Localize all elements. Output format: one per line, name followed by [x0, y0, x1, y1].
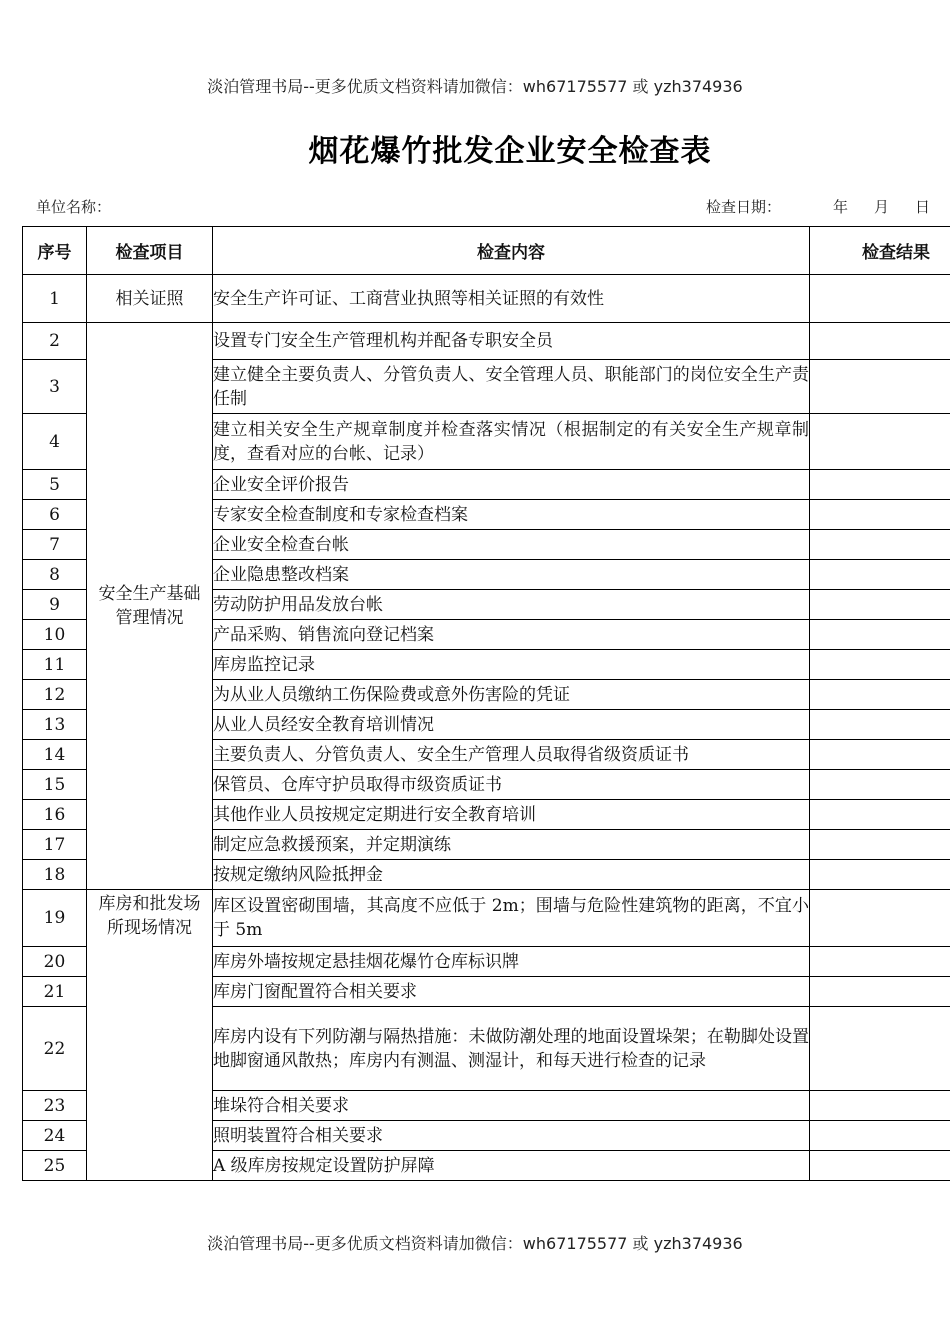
row-number: 14: [23, 740, 87, 770]
table-body: [23, 275, 950, 1181]
row-number: 23: [23, 1091, 87, 1121]
result-cell[interactable]: [810, 830, 950, 860]
row-number: 7: [23, 530, 87, 560]
row-content: 设置专门安全生产管理机构并配备专职安全员: [213, 323, 810, 360]
row-content: 库房门窗配置符合相关要求: [213, 977, 810, 1007]
table-row: [23, 275, 950, 323]
result-cell[interactable]: [810, 360, 950, 414]
row-number: 19: [23, 890, 87, 947]
row-number: 18: [23, 860, 87, 890]
category-warehouse-site-label: 库房和批发场所现场情况: [98, 894, 201, 938]
row-number: 9: [23, 590, 87, 620]
row-number: 17: [23, 830, 87, 860]
result-cell[interactable]: [810, 650, 950, 680]
row-content: 企业安全检查台帐: [213, 530, 810, 560]
row-content: 企业安全评价报告: [213, 470, 810, 500]
result-cell[interactable]: [810, 470, 950, 500]
row-number: 2: [23, 323, 87, 360]
row-number: 1: [23, 275, 87, 323]
result-cell[interactable]: [810, 977, 950, 1007]
result-cell[interactable]: [810, 323, 950, 360]
col-header-seq: 序号: [23, 227, 87, 275]
row-content: 从业人员经安全教育培训情况: [213, 710, 810, 740]
row-content: 专家安全检查制度和专家检查档案: [213, 500, 810, 530]
table-row: [23, 890, 950, 947]
result-cell[interactable]: [810, 740, 950, 770]
col-header-content: 检查内容: [213, 227, 810, 275]
result-cell[interactable]: [810, 275, 950, 323]
row-number: 4: [23, 414, 87, 470]
category-warehouse-site: [87, 890, 213, 1181]
table-row: [23, 323, 950, 360]
date-month: 月: [874, 198, 890, 216]
row-content: 劳动防护用品发放台帐: [213, 590, 810, 620]
row-content: 堆垛符合相关要求: [213, 1091, 810, 1121]
inspection-table: [22, 226, 950, 1181]
result-cell[interactable]: [810, 620, 950, 650]
result-cell[interactable]: [810, 947, 950, 977]
row-content: 制定应急救援预案，并定期演练: [213, 830, 810, 860]
row-content: 保管员、仓库守护员取得市级资质证书: [213, 770, 810, 800]
row-number: 12: [23, 680, 87, 710]
result-cell[interactable]: [810, 1007, 950, 1091]
col-header-result-label: 检查结果: [862, 243, 930, 263]
row-content: A 级库房按规定设置防护屏障: [213, 1151, 810, 1181]
row-content: 企业隐患整改档案: [213, 560, 810, 590]
col-header-item: 检查项目: [87, 227, 213, 275]
row-number: 25: [23, 1151, 87, 1181]
category-licenses: 相关证照: [87, 275, 213, 323]
row-content: 按规定缴纳风险抵押金: [213, 860, 810, 890]
result-cell[interactable]: [810, 1151, 950, 1181]
row-content: 主要负责人、分管负责人、安全生产管理人员取得省级资质证书: [213, 740, 810, 770]
page-title: 烟花爆竹批发企业安全检查表: [308, 134, 712, 169]
result-cell[interactable]: [810, 500, 950, 530]
result-cell[interactable]: [810, 710, 950, 740]
result-cell[interactable]: [810, 590, 950, 620]
row-number: 21: [23, 977, 87, 1007]
result-cell[interactable]: [810, 770, 950, 800]
row-content: 库房内设有下列防潮与隔热措施：未做防潮处理的地面设置垛架；在勒脚处设置地脚窗通风散热；库房内有测温、测湿计，和每天进行检查的记录: [213, 1007, 810, 1091]
row-content: 安全生产许可证、工商营业执照等相关证照的有效性: [213, 275, 810, 323]
row-content: 产品采购、销售流向登记档案: [213, 620, 810, 650]
date-year: 年: [833, 198, 849, 216]
row-number: 16: [23, 800, 87, 830]
result-cell[interactable]: [810, 560, 950, 590]
result-cell[interactable]: [810, 1121, 950, 1151]
row-number: 3: [23, 360, 87, 414]
row-content: 照明装置符合相关要求: [213, 1121, 810, 1151]
result-cell[interactable]: [810, 800, 950, 830]
row-number: 5: [23, 470, 87, 500]
header-watermark-note: 淡泊管理书局--更多优质文档资料请加微信：wh67175577 或 yzh374936: [207, 77, 743, 96]
row-content: 其他作业人员按规定定期进行安全教育培训: [213, 800, 810, 830]
row-number: 11: [23, 650, 87, 680]
row-content: 建立健全主要负责人、分管负责人、安全管理人员、职能部门的岗位安全生产责任制: [213, 360, 810, 414]
result-cell[interactable]: [810, 1091, 950, 1121]
result-cell[interactable]: [810, 680, 950, 710]
result-cell[interactable]: [810, 860, 950, 890]
row-number: 6: [23, 500, 87, 530]
row-content: 建立相关安全生产规章制度并检查落实情况（根据制定的有关安全生产规章制度，查看对应的台帐、记录）: [213, 414, 810, 470]
row-content: 库区设置密砌围墙，其高度不应低于 2m；围墙与危险性建筑物的距离，不宜小于 5m: [213, 890, 810, 947]
col-header-result: [810, 227, 950, 275]
result-cell[interactable]: [810, 890, 950, 947]
result-cell[interactable]: [810, 414, 950, 470]
category-safety-management-label: 安全生产基础管理情况: [98, 584, 201, 628]
row-number: 22: [23, 1007, 87, 1091]
date-label: 检查日期：: [706, 198, 782, 216]
row-number: 8: [23, 560, 87, 590]
footer-watermark-note: 淡泊管理书局--更多优质文档资料请加微信：wh67175577 或 yzh374936: [207, 1234, 743, 1253]
row-content: 库房监控记录: [213, 650, 810, 680]
row-number: 10: [23, 620, 87, 650]
unit-name-label: 单位名称：: [36, 198, 112, 216]
row-number: 20: [23, 947, 87, 977]
date-day: 日: [915, 198, 931, 216]
row-number: 15: [23, 770, 87, 800]
inspection-date: [706, 196, 930, 217]
category-safety-management: [87, 323, 213, 890]
row-content: 库房外墙按规定悬挂烟花爆竹仓库标识牌: [213, 947, 810, 977]
row-number: 24: [23, 1121, 87, 1151]
row-number: 13: [23, 710, 87, 740]
table-header-row: [23, 227, 950, 275]
result-cell[interactable]: [810, 530, 950, 560]
row-content: 为从业人员缴纳工伤保险费或意外伤害险的凭证: [213, 680, 810, 710]
